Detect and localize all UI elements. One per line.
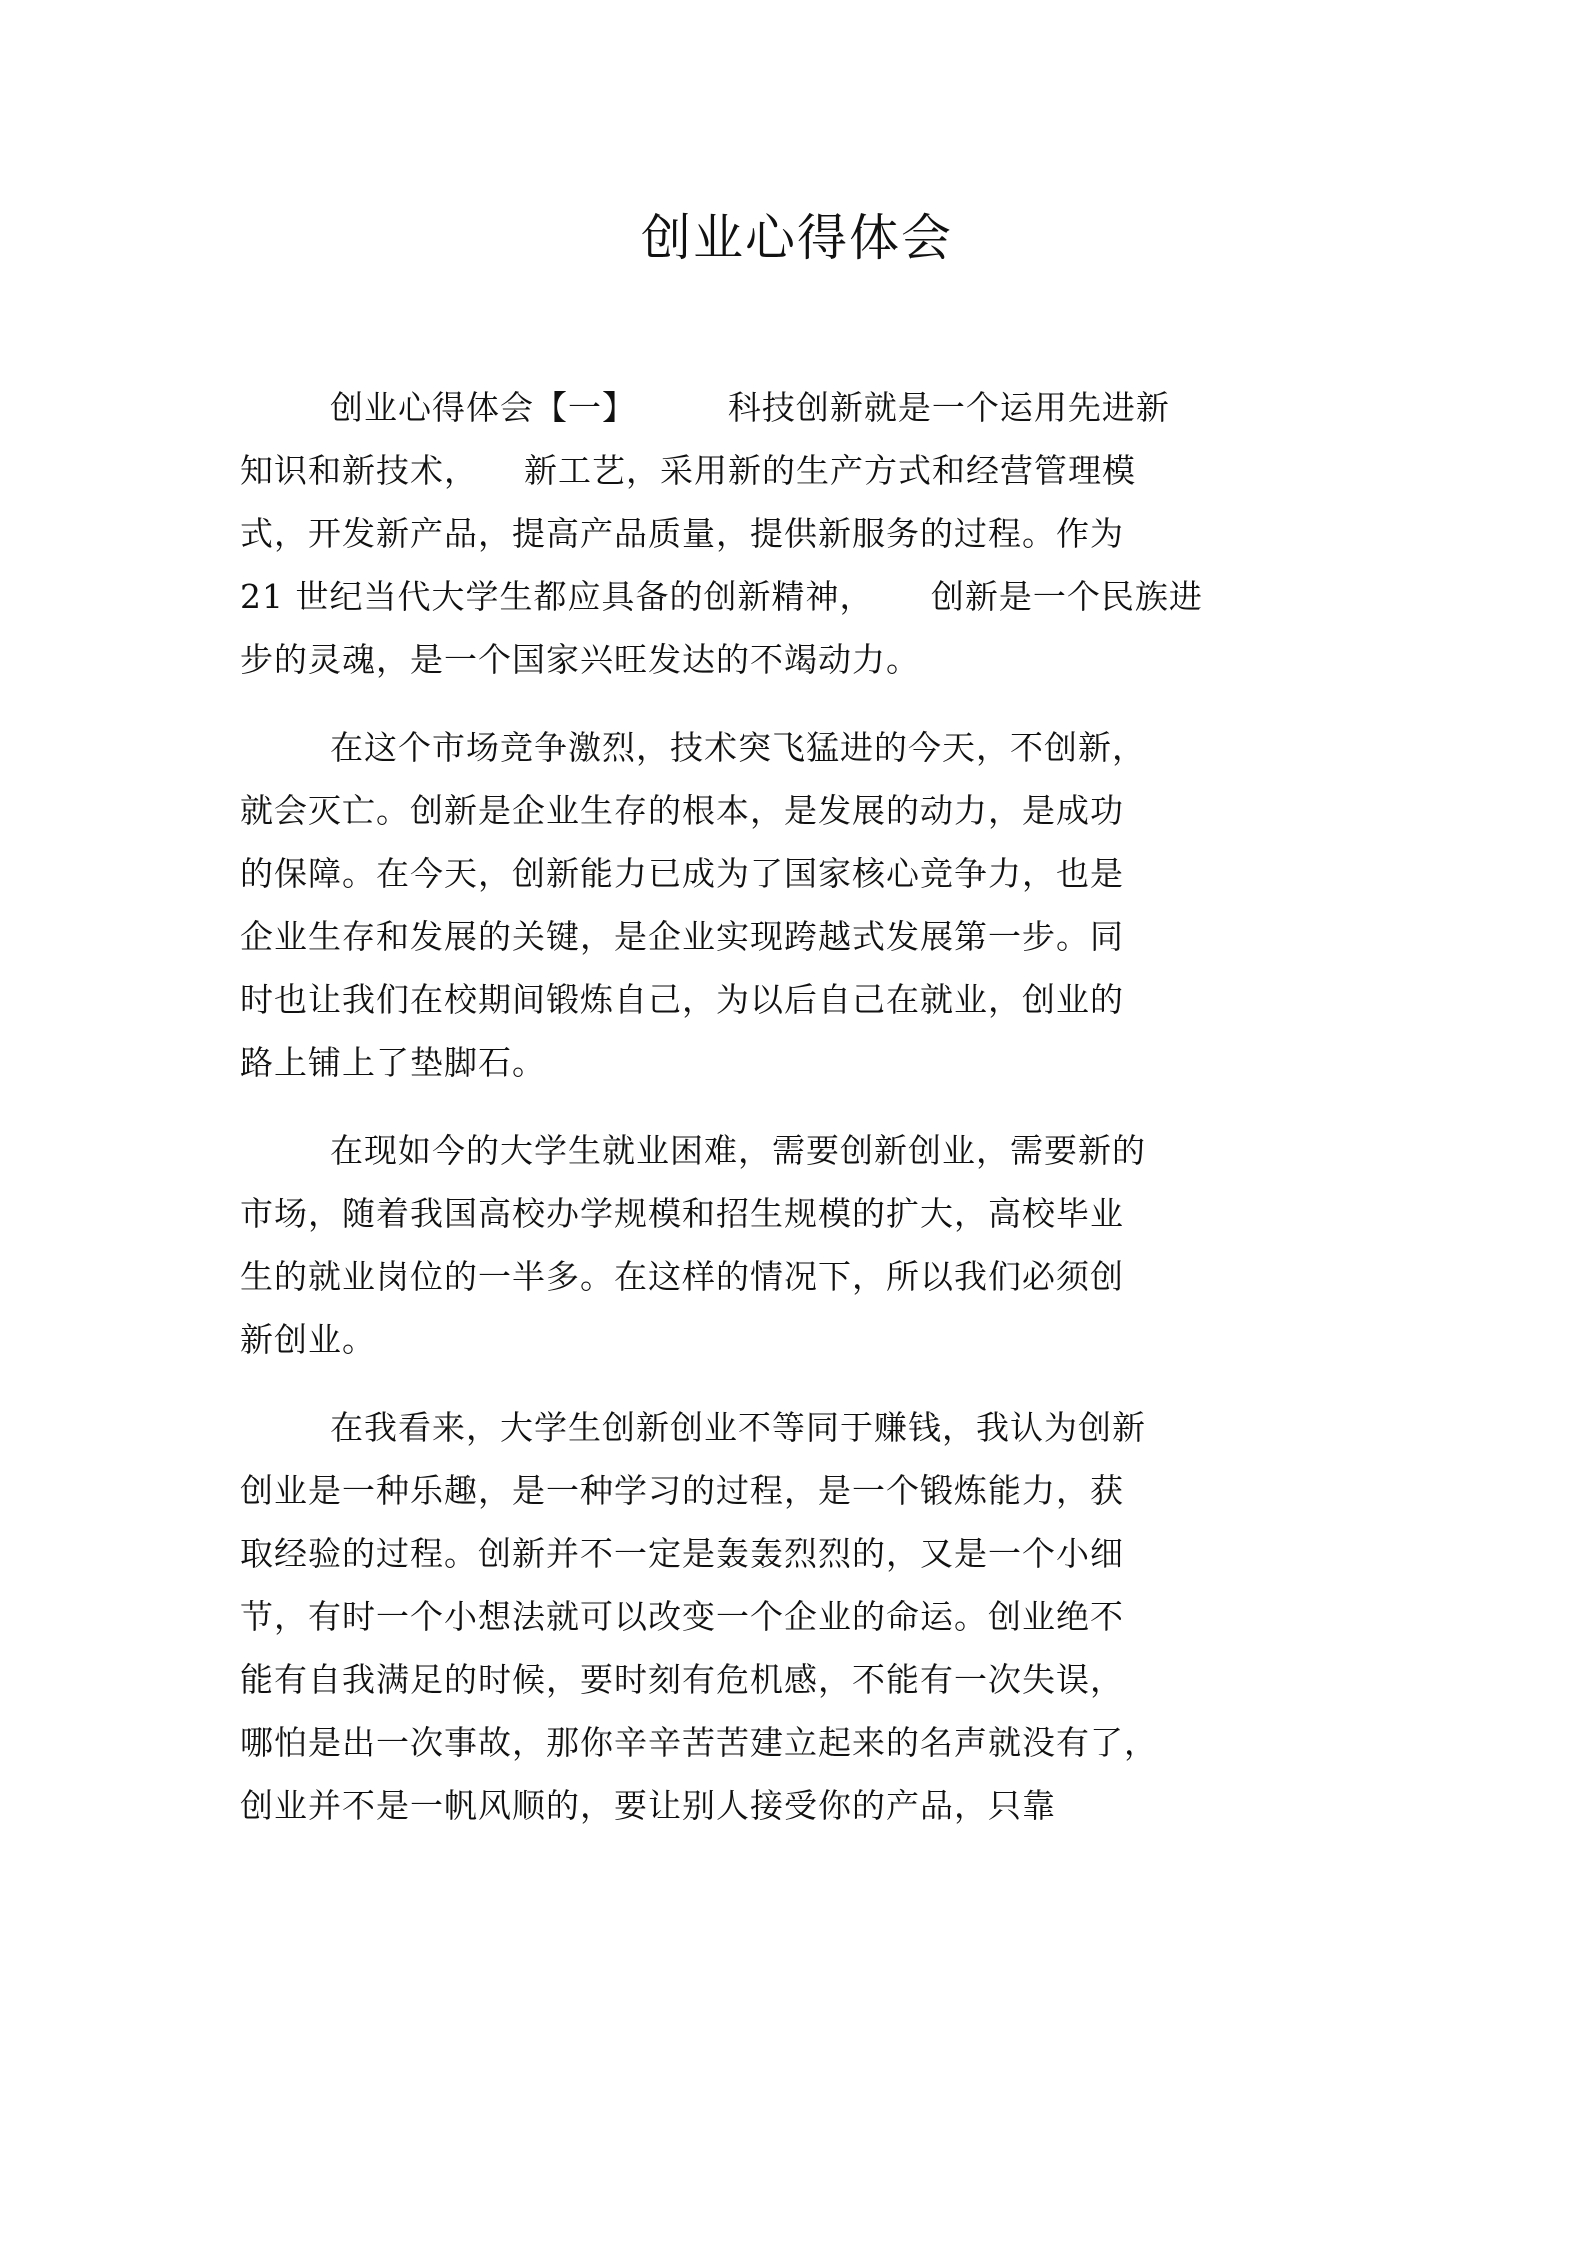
text-line: 取经验的过程。创新并不一定是轰轰烈烈的，又是一个小细 xyxy=(240,1534,1124,1573)
paragraph-4 xyxy=(240,1396,1390,1837)
text-line: 能有自我满足的时候，要时刻有危机感，不能有一次失误， xyxy=(240,1660,1124,1699)
text-line: 21 世纪当代大学生都应具备的创新精神， 创新是一个民族进 xyxy=(240,577,1203,616)
text-line: 知识和新技术， 新工艺，采用新的生产方式和经营管理模 xyxy=(240,451,1136,490)
text-line: 生的就业岗位的一半多。在这样的情况下，所以我们必须创 xyxy=(240,1257,1124,1296)
text-line: 新创业。 xyxy=(240,1320,376,1359)
text-line: 在现如今的大学生就业困难，需要创新创业，需要新的 xyxy=(330,1131,1146,1170)
text-line: 哪怕是出一次事故，那你辛辛苦苦建立起来的名声就没有了， xyxy=(240,1723,1158,1762)
text-line: 就会灭亡。创新是企业生存的根本，是发展的动力，是成功 xyxy=(240,791,1124,830)
text-line: 创业是一种乐趣，是一种学习的过程，是一个锻炼能力，获 xyxy=(240,1471,1124,1510)
text-line: 创业心得体会【一】 科技创新就是一个运用先进新 xyxy=(330,388,1170,427)
text-line: 的保障。在今天，创新能力已成为了国家核心竞争力，也是 xyxy=(240,854,1124,893)
text-line: 市场，随着我国高校办学规模和招生规模的扩大，高校毕业 xyxy=(240,1194,1124,1233)
document-title: 创业心得体会 xyxy=(641,209,953,267)
paragraph-2 xyxy=(240,716,1390,1094)
text-line: 创业并不是一帆风顺的，要让别人接受你的产品，只靠 xyxy=(240,1786,1056,1825)
text-line: 式，开发新产品，提高产品质量，提供新服务的过程。作为 xyxy=(240,514,1124,553)
paragraph-3 xyxy=(240,1119,1390,1371)
text-line: 时也让我们在校期间锻炼自己，为以后自己在就业，创业的 xyxy=(240,980,1124,1019)
text-line: 节，有时一个小想法就可以改变一个企业的命运。创业绝不 xyxy=(240,1597,1124,1636)
text-line: 步的灵魂，是一个国家兴旺发达的不竭动力。 xyxy=(240,640,920,679)
text-line: 路上铺上了垫脚石。 xyxy=(240,1043,546,1082)
paragraph-1 xyxy=(240,376,1390,691)
document-body xyxy=(240,376,1390,1862)
text-line: 在我看来，大学生创新创业不等同于赚钱，我认为创新 xyxy=(330,1408,1146,1447)
text-line: 企业生存和发展的关键，是企业实现跨越式发展第一步。同 xyxy=(240,917,1124,956)
text-line: 在这个市场竞争激烈，技术突飞猛进的今天，不创新， xyxy=(330,728,1146,767)
